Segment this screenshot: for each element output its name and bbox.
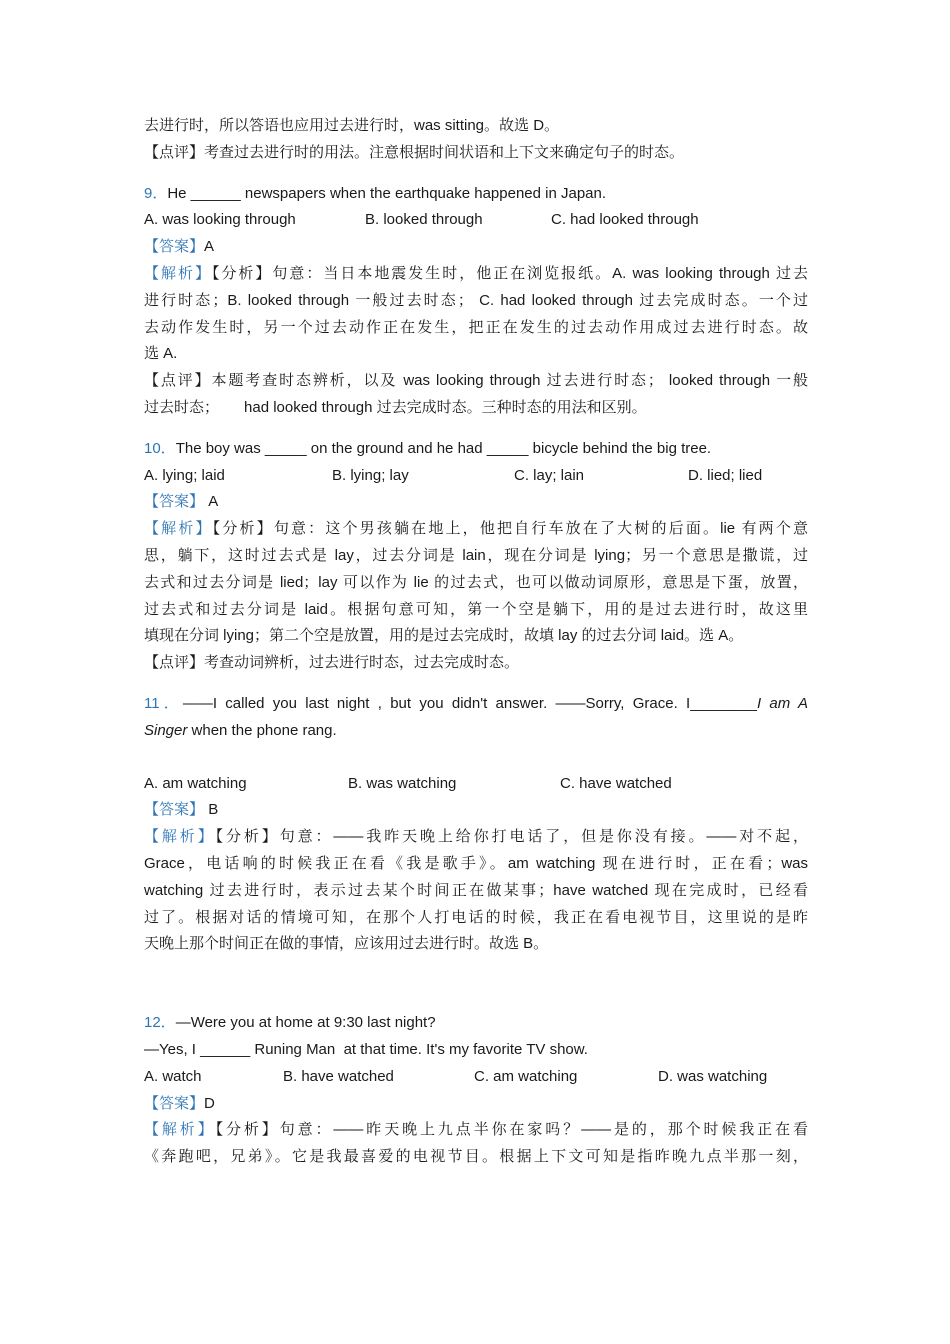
question-9-options — [144, 207, 808, 234]
option-c: C. had looked through — [551, 211, 699, 229]
document-page — [144, 113, 808, 1171]
question-12-stem-reply: —Yes, I ______ Runing Man at that time. It's my favorite TV show. — [144, 1040, 588, 1058]
question-number: 11． — [144, 694, 183, 712]
question-10-analysis-line: 【解析】【分析】句意：这个男孩躺在地上，他把自行车放在了大树的后面。lie 有两个意 — [144, 520, 808, 538]
option-a: A. lying; laid — [144, 466, 225, 484]
question-9-analysis-line: 进行时态；B. looked through 一般过去时态； C. had looked through 过去完成时态。一个过 — [144, 291, 808, 309]
option-d: D. lied; lied — [688, 466, 763, 484]
question-10-analysis-line: 过去式和过去分词是 laid。根据句意可知，第一个空是躺下，用的是过去进行时，故这里 — [144, 600, 808, 618]
option-c: C. lay; lain — [514, 466, 585, 484]
question-10-answer — [144, 489, 808, 516]
question-11-analysis-line: Grace，电话响的时候我正在看《我是歌手》。am watching 现在进行时，正在看；was — [144, 854, 808, 872]
question-9-comment-line: 过去时态； had looked through 过去完成时态。三种时态的用法和区别。 — [144, 398, 647, 416]
answer-tag: 【答案】 — [144, 801, 205, 819]
answer-value: A — [204, 238, 215, 256]
option-b: B. have watched — [283, 1067, 394, 1085]
analysis-tag: 【解析】 — [144, 828, 216, 846]
question-12-analysis-line: 《奔跑吧，兄弟》。它是我最喜爱的电视节目。根据上下文可知是指昨晚九点半那一刻， — [144, 1148, 808, 1166]
question-10-analysis-line: 思，躺下，这时过去式是 lay，过去分词是 lain，现在分词是 lying；另一个意思是撒谎，过 — [144, 546, 808, 564]
question-11-analysis-line: 过了。根据对话的情境可知，在那个人打电话的时候，我正在看电视节目，这里说的是昨 — [144, 908, 808, 926]
answer-value: A — [208, 493, 219, 511]
answer-value: B — [208, 801, 219, 819]
intro-text: 去进行时，所以答语也应用过去进行时，was sitting。故选 D。 — [144, 117, 560, 134]
question-9-comment-line: 【点评】本题考查时态辨析，以及 was looking through 过去进行时态； looked through 一般 — [144, 372, 808, 390]
question-11-analysis-line: 【解析】【分析】句意：——我昨天晚上给你打电话了，但是你没有接。——对不起， — [144, 828, 808, 846]
question-11-analysis-line: watching 过去进行时，表示过去某个时间正在做某事；have watched 现在完成时，已经看 — [144, 881, 808, 899]
question-10-analysis-line: 填现在分词 lying；第二个空是放置，用的是过去完成时，故填 lay 的过去分词 laid。选 A。 — [144, 627, 744, 645]
question-12-analysis-line: 【解析】【分析】句意：——昨天晚上九点半你在家吗？——是的，那个时候我正在看 — [144, 1121, 808, 1139]
option-c: C. have watched — [560, 774, 672, 792]
answer-tag: 【答案】 — [144, 238, 205, 256]
question-9-stem: 9．He ______ newspapers when the earthquake happened in Japan. — [144, 184, 607, 202]
option-a: A. watch — [144, 1067, 202, 1085]
question-number: 10． — [144, 439, 176, 457]
option-b: B. was watching — [348, 774, 457, 792]
option-a: A. am watching — [144, 774, 247, 792]
question-10-analysis-line: 去式和过去分词是 lied；lay 可以作为 lie 的过去式，也可以做动词原形，意思是下蛋，放置， — [144, 573, 808, 591]
question-12-stem: 12．—Were you at home at 9:30 last night? — [144, 1014, 436, 1032]
option-a: A. was looking through — [144, 211, 296, 229]
question-number: 12． — [144, 1014, 176, 1032]
answer-value: D — [204, 1094, 215, 1112]
analysis-tag: 【解析】 — [144, 520, 213, 538]
question-11-options — [144, 771, 808, 798]
question-9-analysis-line: 去动作发生时，另一个过去动作正在发生，把正在发生的过去动作用成过去进行时态。故 — [144, 318, 808, 336]
question-10-stem: 10．The boy was _____ on the ground and he had _____ bicycle behind the big tree. — [144, 439, 712, 457]
option-c: C. am watching — [474, 1067, 578, 1085]
answer-tag: 【答案】 — [144, 1094, 205, 1112]
question-11-answer — [144, 797, 808, 824]
option-d: D. was watching — [658, 1067, 768, 1085]
question-11-analysis-line: 天晚上那个时间正在做的事情，应该用过去进行时。故选 B。 — [144, 935, 549, 953]
intro-comment: 【点评】考查过去进行时的用法。注意根据时间状语和上下文来确定句子的时态。 — [144, 143, 685, 161]
question-9-answer — [144, 234, 808, 261]
question-9-analysis-line: 选 A. — [144, 345, 178, 363]
question-number: 9． — [144, 184, 168, 202]
option-b: B. lying; lay — [332, 466, 409, 484]
question-12-answer — [144, 1091, 808, 1118]
answer-tag: 【答案】 — [144, 493, 205, 511]
question-10-comment: 【点评】考查动词辨析，过去进行时态，过去完成时态。 — [144, 654, 520, 672]
question-10-options — [144, 463, 808, 490]
question-11-stem: 11．——I called you last night , but you didn't answer. ——Sorry, Grace. I________I am A — [144, 694, 809, 712]
question-12-options — [144, 1064, 808, 1091]
analysis-tag: 【解析】 — [144, 1121, 216, 1139]
question-11-stem-cont: Singer when the phone rang. — [144, 721, 337, 739]
option-b: B. looked through — [365, 211, 483, 229]
analysis-tag: 【解析】 — [144, 264, 212, 282]
question-9-analysis-line: 【解析】【分析】句意：当日本地震发生时，他正在浏览报纸。A. was looking through 过去 — [144, 264, 808, 282]
